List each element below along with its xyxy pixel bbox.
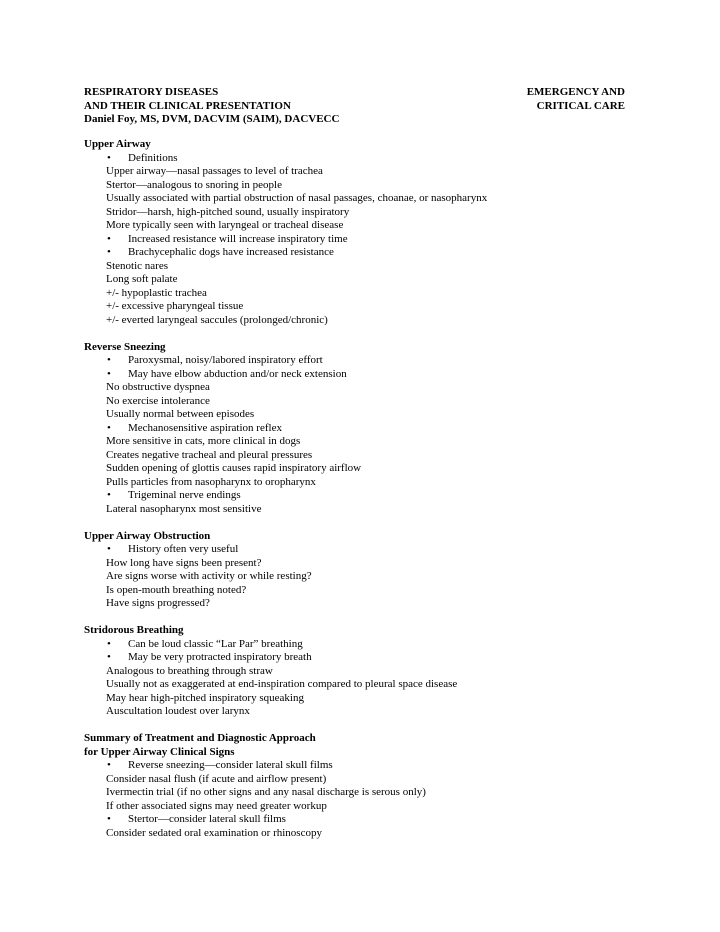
- section-heading: Upper Airway Obstruction: [84, 529, 211, 542]
- section: [84, 732, 644, 840]
- text-line: Usually not as exaggerated at end-inspiration compared to pleural space disease: [106, 678, 458, 690]
- bullet-item: [84, 651, 644, 665]
- bullet-item: [84, 233, 644, 247]
- text-line: Stertor—analogous to snoring in people: [106, 178, 282, 191]
- bullet-text: Paroxysmal, noisy/labored inspiratory effort: [128, 354, 323, 366]
- section: [84, 138, 644, 327]
- section: [84, 624, 644, 719]
- section: [84, 341, 644, 517]
- text-line: Usually associated with partial obstruction of nasal passages, choanae, or nasopharynx: [106, 192, 488, 204]
- document-title-line-1: RESPIRATORY DISEASES: [84, 86, 219, 98]
- document-header: [84, 86, 625, 127]
- bullet-icon: •: [107, 543, 111, 555]
- bullet-text: Increased resistance will increase inspiratory time: [128, 232, 348, 245]
- text-line: If other associated signs may need greater workup: [106, 799, 327, 812]
- text-line: +/- hypoplastic trachea: [106, 286, 207, 299]
- author-line: Daniel Foy, MS, DVM, DACVIM (SAIM), DACVECC: [84, 113, 340, 125]
- bullet-item: [84, 354, 644, 368]
- bullet-icon: •: [107, 367, 111, 380]
- bullet-icon: •: [107, 813, 111, 825]
- text-line: Consider sedated oral examination or rhinoscopy: [106, 826, 322, 839]
- bullet-item: [84, 489, 644, 503]
- bullet-item: [84, 759, 644, 773]
- bullet-icon: •: [107, 151, 111, 164]
- text-line: +/- excessive pharyngeal tissue: [106, 300, 244, 312]
- text-line: No exercise intolerance: [106, 394, 210, 407]
- bullet-icon: •: [107, 354, 111, 366]
- bullet-item: [84, 246, 644, 260]
- text-line: No obstructive dyspnea: [106, 381, 210, 393]
- category-label-line-1: EMERGENCY AND: [526, 86, 625, 98]
- text-line: Lateral nasopharynx most sensitive: [106, 502, 262, 515]
- text-line: More typically seen with laryngeal or tracheal disease: [106, 219, 344, 231]
- bullet-text: Reverse sneezing—consider lateral skull films: [128, 759, 333, 771]
- header-row-3: [84, 113, 625, 127]
- bullet-item: [84, 813, 644, 827]
- text-line: Stenotic nares: [106, 259, 169, 272]
- text-line: Creates negative tracheal and pleural pressures: [106, 448, 313, 461]
- bullet-icon: •: [107, 637, 111, 650]
- text-line: Usually normal between episodes: [106, 408, 255, 420]
- category-label-line-2: CRITICAL CARE: [536, 99, 625, 112]
- text-line: More sensitive in cats, more clinical in dogs: [106, 435, 301, 447]
- bullet-icon: •: [107, 421, 111, 434]
- bullet-icon: •: [107, 489, 111, 501]
- section-heading: Reverse Sneezing: [84, 340, 166, 353]
- bullet-text: May have elbow abduction and/or neck extension: [128, 367, 347, 380]
- section-heading: for Upper Airway Clinical Signs: [84, 745, 235, 758]
- bullet-item: [84, 152, 644, 166]
- bullet-icon: •: [107, 246, 111, 258]
- bullet-item: [84, 422, 644, 436]
- bullet-item: [84, 368, 644, 382]
- bullet-text: Definitions: [128, 151, 178, 164]
- text-line: Have signs progressed?: [106, 597, 210, 609]
- text-line: How long have signs been present?: [106, 556, 262, 569]
- bullet-text: Mechanosensitive aspiration reflex: [128, 421, 282, 434]
- text-line: Analogous to breathing through straw: [106, 664, 273, 677]
- section-heading: Stridorous Breathing: [84, 624, 184, 636]
- text-line: May hear high-pitched inspiratory squeaking: [106, 691, 304, 704]
- text-line: Long soft palate: [106, 273, 178, 285]
- text-line: Auscultation loudest over larynx: [106, 705, 250, 717]
- text-line: Upper airway—nasal passages to level of trachea: [106, 165, 323, 177]
- document-body: [84, 138, 644, 854]
- text-line: Pulls particles from nasopharynx to oropharynx: [106, 475, 316, 488]
- text-line: Consider nasal flush (if acute and airflow present): [106, 772, 327, 785]
- section-heading: Upper Airway: [84, 138, 151, 150]
- text-line: Is open-mouth breathing noted?: [106, 583, 247, 596]
- section: [84, 530, 644, 611]
- bullet-text: History often very useful: [128, 543, 239, 555]
- bullet-text: Trigeminal nerve endings: [128, 489, 241, 501]
- header-row-1: [84, 86, 625, 100]
- header-row-2: [84, 100, 625, 114]
- text-line: +/- everted laryngeal saccules (prolonged/chronic): [106, 313, 328, 326]
- bullet-icon: •: [107, 651, 111, 663]
- text-line: Sudden opening of glottis causes rapid inspiratory airflow: [106, 462, 362, 474]
- text-line: Ivermectin trial (if no other signs and any nasal discharge is serous only): [106, 786, 426, 798]
- bullet-text: Stertor—consider lateral skull films: [128, 813, 286, 825]
- bullet-text: May be very protracted inspiratory breath: [128, 651, 312, 663]
- document-title-line-2: AND THEIR CLINICAL PRESENTATION: [84, 99, 291, 112]
- bullet-text: Brachycephalic dogs have increased resistance: [128, 246, 334, 258]
- bullet-item: [84, 543, 644, 557]
- text-line: Stridor—harsh, high-pitched sound, usually inspiratory: [106, 205, 350, 218]
- bullet-text: Can be loud classic “Lar Par” breathing: [128, 637, 303, 650]
- bullet-icon: •: [107, 232, 111, 245]
- text-line: Are signs worse with activity or while resting?: [106, 570, 312, 582]
- bullet-icon: •: [107, 759, 111, 771]
- section-heading: Summary of Treatment and Diagnostic Approach: [84, 732, 316, 744]
- bullet-item: [84, 638, 644, 652]
